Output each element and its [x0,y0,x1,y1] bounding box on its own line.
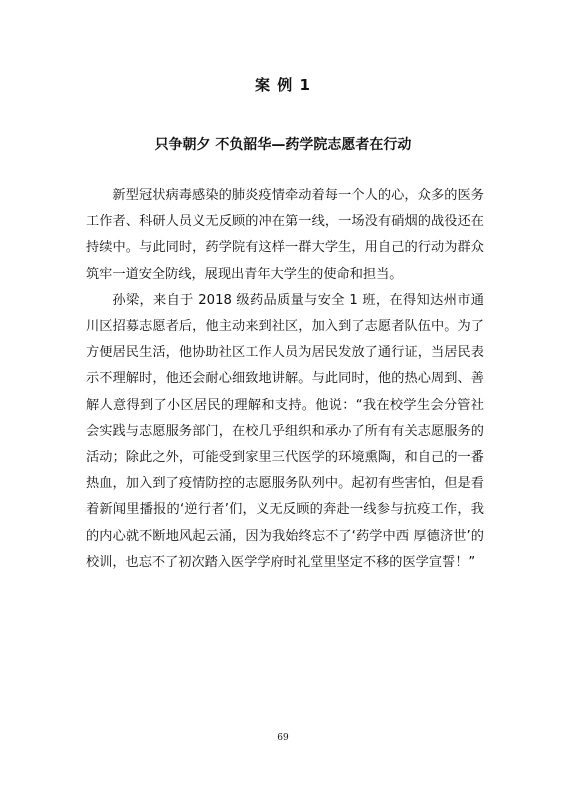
paragraph-1: 新型冠状病毒感染的肺炎疫情牵动着每一个人的心，众多的医务工作者、科研人员义无反顾的冲在第一线，一场没有硝烟的战役还在持续中。与此同时，药学院有这样一群大学生，用自己的行动为群众筑牢一道安全防线，展现出青年大学生的使命和担当。 [86,188,484,282]
paragraph-2: 孙梁，来自于 2018 级药品质量与安全 1 班，在得知达州市通川区招募志愿者后，他主动来到社区，加入到了志愿者队伍中。为了方便居民生活，他协助社区工作人员为居民发放了通行证，当居民表示不理解时，他还会耐心细致地讲解。与此同时，他的热心周到、善解人意得到了小区居民的理解和支持。他说：“我在校学生会分管社会实践与志愿服务部门，在校几乎组织和承办了所有有关志愿服务的活动；除此之外，可能受到家里三代医学的环境熏陶，和自己的一番热血，加入到了疫情防控的志愿服务队列中。起初有些害怕，但是看着新闻里播报的‘逆行者’们，义无反顾的奔赴一线参与抗疫工作，我的内心就不断地风起云涌，因为我始终忘不了‘药学中西 厚德济世’的校训，也忘不了初次踏入医学学府时礼堂里坚定不移的医学宣誓！” [86,292,484,570]
article-body [86,183,484,576]
article-title: 只争朝夕 不负韶华—药学院志愿者在行动 [154,137,412,153]
case-title: 案 例 1 [255,76,311,94]
page-number: 69 [277,733,289,743]
